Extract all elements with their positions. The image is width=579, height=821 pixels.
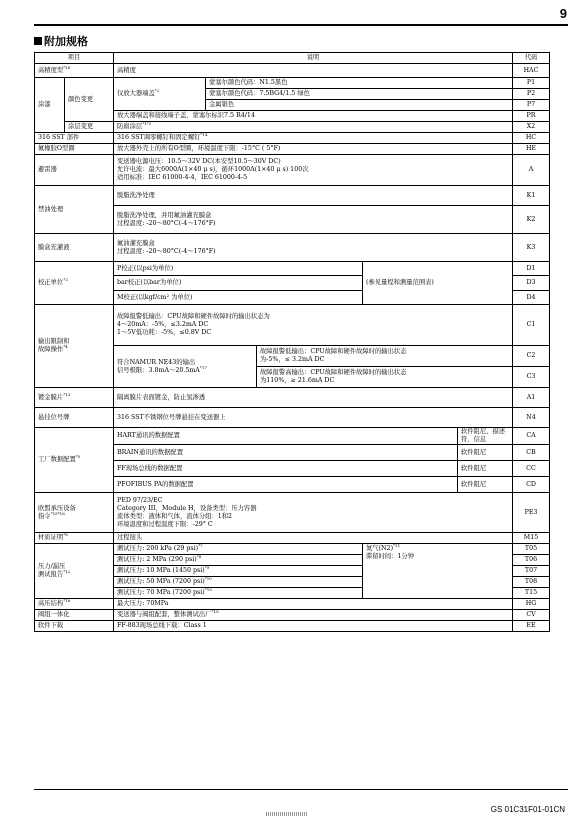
- desc-cell: 测试压力: 50 MPa (7200 psi)$^{*10}$: [114, 577, 363, 588]
- table-row: [35, 78, 550, 89]
- desc-cell: 金属银色: [206, 100, 513, 111]
- item-cell: 避雷器: [35, 155, 114, 186]
- desc-cell: 脱脂洗净处理，并用氟油灌充膜盒 过程温度: -20～80°C(-4～176°F): [114, 206, 513, 234]
- code-cell: CC: [513, 461, 550, 477]
- desc-cell: 故障报警低输出：CPU故障和硬件故障时的输出状态为 4～20mA：-5%，≤3.2mA DC 1～5V低功耗：-5%，≤0.8V DC: [114, 305, 513, 346]
- item-cell: 软件下载: [35, 621, 114, 632]
- code-cell: HC: [513, 133, 550, 144]
- code-cell: CD: [513, 477, 550, 493]
- header-code: 代码: [513, 53, 550, 64]
- sw-cell: 软件阻尼: [458, 445, 513, 461]
- code-cell: D3: [513, 276, 550, 291]
- spec-table: [34, 52, 550, 632]
- desc-cell: 测试压力: 2 MPa (290 psi)$^{*8}$: [114, 555, 363, 566]
- desc-cell: 蒙塞尔颜色代码：N1.5黑色: [206, 78, 513, 89]
- table-row: [35, 122, 550, 133]
- code-cell: T08: [513, 577, 550, 588]
- item-cell: 输出限制和 故障操作$^{*4}$: [35, 305, 114, 388]
- code-cell: T05: [513, 544, 550, 555]
- desc-cell: PED 97/23/EC Category III，Module H，设备类型：压力容器 流体类型：液体和气体，流体分组：1和2 环境温度和过程温度下限：-29° C: [114, 493, 513, 533]
- code-cell: P7: [513, 100, 550, 111]
- item-cell: 悬挂位号牌: [35, 408, 114, 428]
- code-cell: HE: [513, 144, 550, 155]
- code-cell: PR: [513, 111, 550, 122]
- code-cell: CA: [513, 428, 550, 445]
- item-cell: 涂漆: [35, 78, 65, 133]
- code-cell: PE3: [513, 493, 550, 533]
- desc-cell: 测试压力: 70 MPa (7200 psi)$^{*19}$: [114, 588, 363, 599]
- code-cell: D1: [513, 262, 550, 276]
- code-cell: K1: [513, 186, 550, 206]
- item-cell: 高精度型$^{*16}$: [35, 64, 114, 78]
- item-cell: 工厂数据配置$^{*5}$: [35, 428, 114, 493]
- item-cell: 高压结构$^{*18}$: [35, 599, 114, 610]
- desc-cell: 316 SST不锈钢位号牌悬挂在变送器上: [114, 408, 513, 428]
- section-title: [34, 33, 88, 49]
- code-cell: HAC: [513, 64, 550, 78]
- table-row: [35, 493, 550, 533]
- item-cell: 材质证明$^{*6}$: [35, 533, 114, 544]
- namur-cell: 符合NAMUR NE43的输出 信号极限：$3.8mA\sim 20.5mA^{*17}$: [114, 346, 257, 388]
- desc-cell: 316 SST调零螺钉和固定螺钉$^{*14}$: [114, 133, 513, 144]
- item-cell: 欧盟承压设备 指令$^{*15*16}$: [35, 493, 114, 533]
- desc-cell: M校正(以kgf/cm² 为单位): [114, 291, 363, 305]
- desc-cell: 变送器与阀组配套，整体测试出厂$^{*19}$: [114, 610, 513, 621]
- note-cell: (参见量程和测量范围表): [363, 262, 513, 305]
- table-row: [35, 408, 550, 428]
- desc-cell: 氟油灌充膜盒 过程温度: -20～80°C(-4～176°F): [114, 234, 513, 262]
- code-cell: M15: [513, 533, 550, 544]
- table-header-row: [35, 53, 550, 64]
- table-row: [35, 621, 550, 632]
- desc-cell: BRAIN通讯的数据配置: [114, 445, 458, 461]
- sw-cell: 软件阻尼: [458, 477, 513, 493]
- document-id: GS 01C31F01-01CN: [490, 805, 565, 814]
- code-cell: CV: [513, 610, 550, 621]
- desc-cell: HART通讯的数据配置: [114, 428, 458, 445]
- desc-cell: 测试压力: 200 kPa (29 psi)$^{*7}$: [114, 544, 363, 555]
- code-cell: X2: [513, 122, 550, 133]
- amp-cell: 仅放大器端盖$^{*2}$: [114, 78, 206, 111]
- item-cell: 校正单位$^{*3}$: [35, 262, 114, 305]
- nitrogen-cell: 氮气$(N2)^{*11}$ 滞留时间：1分钟: [363, 544, 513, 599]
- sw-cell: 软件阻尼: [458, 461, 513, 477]
- code-cell: P2: [513, 89, 550, 100]
- item-cell: 氟橡胶O型圈: [35, 144, 114, 155]
- table-row: [35, 533, 550, 544]
- code-cell: A1: [513, 388, 550, 408]
- table-row: [35, 599, 550, 610]
- code-cell: T06: [513, 555, 550, 566]
- table-row: [35, 305, 550, 346]
- table-row: [35, 388, 550, 408]
- table-row: [35, 186, 550, 206]
- desc-cell: 故障报警高输出：CPU故障和硬件故障时的输出状态 为110%，≥ 21.6mA DC: [257, 367, 513, 388]
- code-cell: T07: [513, 566, 550, 577]
- sw-cell: 软件阻尼、描述符、信息: [458, 428, 513, 445]
- code-cell: HG: [513, 599, 550, 610]
- code-cell: C2: [513, 346, 550, 367]
- desc-cell: 放大器端盖和接线端子盖，蒙塞尔标识7.5 R4/14: [114, 111, 513, 122]
- code-cell: C1: [513, 305, 550, 346]
- top-rule: [34, 24, 568, 26]
- item-cell: 阀组一体化: [35, 610, 114, 621]
- code-cell: T15: [513, 588, 550, 599]
- code-cell: CB: [513, 445, 550, 461]
- header-desc: 说明: [114, 53, 513, 64]
- table-row: [35, 144, 550, 155]
- code-cell: A: [513, 155, 550, 186]
- table-row: [35, 234, 550, 262]
- table-row: [35, 262, 550, 276]
- item-cell: 膜盒充灌液: [35, 234, 114, 262]
- desc-cell: 高精度: [114, 64, 513, 78]
- bottom-rule: [34, 789, 568, 790]
- desc-cell: 测试压力: 10 MPa (1450 psi)$^{*9}$: [114, 566, 363, 577]
- desc-cell: FF-883现场总线下载：Class 1: [114, 621, 513, 632]
- code-cell: EE: [513, 621, 550, 632]
- code-cell: N4: [513, 408, 550, 428]
- square-bullet-icon: [34, 37, 42, 45]
- table-row: [35, 428, 550, 445]
- desc-cell: 变送器电源电压：10.5～32V DC(本安型10.5～30V DC) 允许电流：最大6000A(1×40 μ s)，循环1000A(1×40 μ s) 100次 适用标准：IEC 61000-4-4，IEC 61000-4-5: [114, 155, 513, 186]
- desc-cell: PFOFIBUS PA的数据配置: [114, 477, 458, 493]
- desc-cell: 过程接头: [114, 533, 513, 544]
- subitem-cell: 颜色变更: [65, 78, 114, 122]
- desc-cell: 最大压力: 70MPa: [114, 599, 513, 610]
- code-cell: C3: [513, 367, 550, 388]
- table-row: [35, 64, 550, 78]
- table-row: [35, 544, 550, 555]
- desc-cell: 隔离膜片表面镀金，防止氢渗透: [114, 388, 513, 408]
- subitem-cell: 涂层变更: [65, 122, 114, 133]
- section-title-text: 附加规格: [44, 35, 88, 48]
- code-cell: K3: [513, 234, 550, 262]
- table-row: [35, 610, 550, 621]
- desc-cell: 故障报警低输出：CPU故障和硬件故障时的输出状态 为-5%，≤ 3.2mA DC: [257, 346, 513, 367]
- desc-cell: 脱脂洗净处理: [114, 186, 513, 206]
- header-item: 项目: [35, 53, 114, 64]
- item-cell: 禁油处理: [35, 186, 114, 234]
- desc-cell: bar校正(以bar为单位): [114, 276, 363, 291]
- code-cell: P1: [513, 78, 550, 89]
- desc-cell: P校正(以psi为单位): [114, 262, 363, 276]
- table-row: [35, 155, 550, 186]
- page-number: 9: [559, 6, 567, 21]
- item-cell: 316 SST 部件: [35, 133, 114, 144]
- desc-cell: FF现场总线的数据配置: [114, 461, 458, 477]
- code-cell: D4: [513, 291, 550, 305]
- code-cell: K2: [513, 206, 550, 234]
- item-cell: 压力/漏压 测试报告$^{*12}$: [35, 544, 114, 599]
- desc-cell: 放大器外壳上的所有O型圈，环境温度下限：-15°C ( 5°F): [114, 144, 513, 155]
- item-cell: 镀金膜片$^{*13}$: [35, 388, 114, 408]
- desc-cell: 防腐涂层$^{*1*2}$: [114, 122, 513, 133]
- scan-mark: [266, 812, 308, 816]
- desc-cell: 蒙塞尔颜色代码：7.5BG4/1.5 绿色: [206, 89, 513, 100]
- table-row: [35, 133, 550, 144]
